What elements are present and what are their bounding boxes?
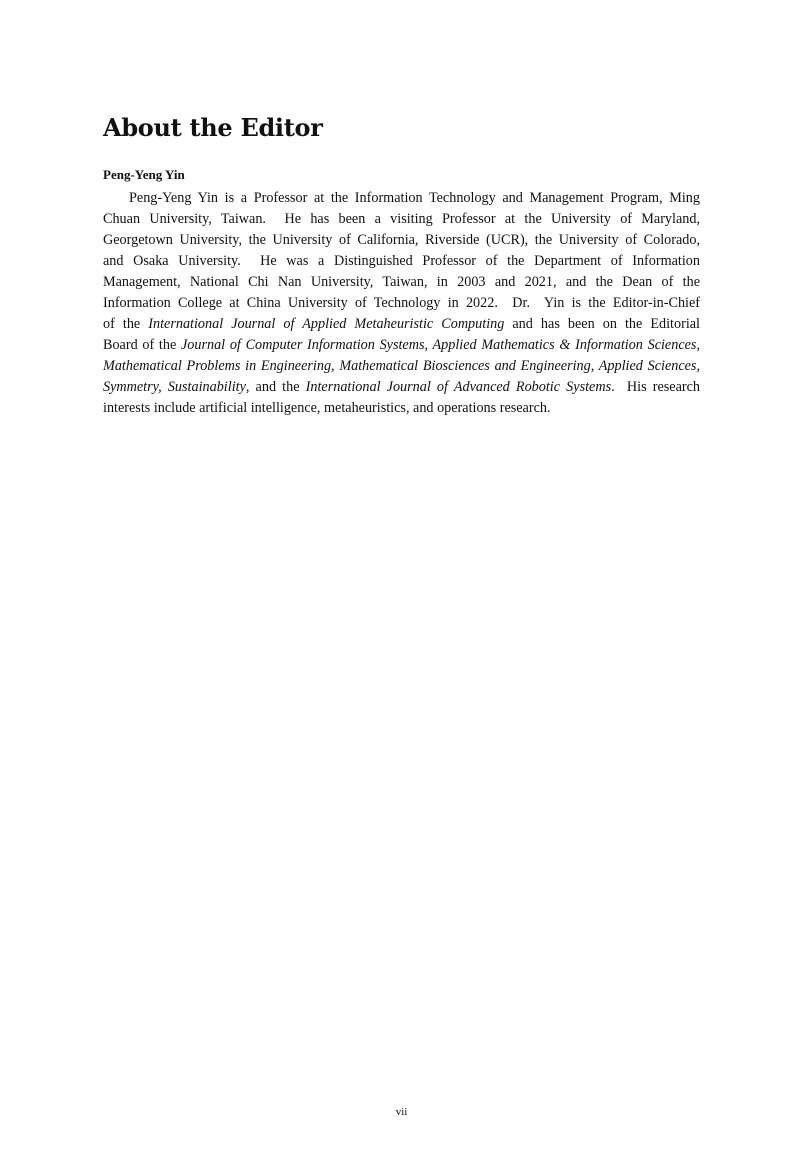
bio-text: Board of the xyxy=(103,337,181,353)
editor-name: Peng-Yeng Yin xyxy=(103,167,185,182)
bio-text: interests include artificial intelligence, metaheuristics, and operations research. xyxy=(103,400,551,416)
journal-title-italic: Journal of Computer Information Systems, Applied Mathematics & Information Sciences, xyxy=(180,337,700,353)
bio-text: , and the xyxy=(245,379,306,395)
journal-title-italic: Symmetry, Sustainability xyxy=(103,379,246,395)
bio-text: of the xyxy=(103,316,149,332)
bio-line xyxy=(103,251,700,272)
page-title: About the Editor xyxy=(103,113,323,142)
bio-text: . His research xyxy=(611,379,701,395)
bio-line xyxy=(103,335,700,356)
bio-text: Information College at China University of Technology in 2022. Dr. Yin is the Editor-in-Chief xyxy=(103,295,700,311)
journal-title-italic: International Journal of Advanced Robotic Systems xyxy=(305,379,612,395)
bio-line xyxy=(103,314,700,335)
bio-text: Georgetown University, the University of California, Riverside (UCR), the University of Colorado, xyxy=(103,232,700,248)
bio-line xyxy=(103,377,700,398)
bio-line xyxy=(103,188,700,209)
journal-title-italic: Mathematical Problems in Engineering, Mathematical Biosciences and Engineering, Applied Sciences, xyxy=(103,358,700,374)
editor-biography xyxy=(103,188,700,419)
bio-text: and Osaka University. He was a Distinguished Professor of the Department of Information xyxy=(103,253,700,269)
bio-line xyxy=(103,209,700,230)
bio-line xyxy=(103,356,700,377)
journal-title-italic: International Journal of Applied Metaheuristic Computing xyxy=(148,316,505,332)
bio-text: and has been on the Editorial xyxy=(504,316,701,332)
page-number: vii xyxy=(395,1106,408,1118)
bio-text: Chuan University, Taiwan. He has been a visiting Professor at the University of Maryland, xyxy=(103,211,700,227)
bio-text: Management, National Chi Nan University, Taiwan, in 2003 and 2021, and the Dean of the xyxy=(103,274,700,290)
bio-line xyxy=(103,293,700,314)
bio-line xyxy=(103,398,700,419)
bio-text: Peng-Yeng Yin is a Professor at the Information Technology and Management Program, Ming xyxy=(129,190,700,206)
bio-line xyxy=(103,272,700,293)
bio-line xyxy=(103,230,700,251)
